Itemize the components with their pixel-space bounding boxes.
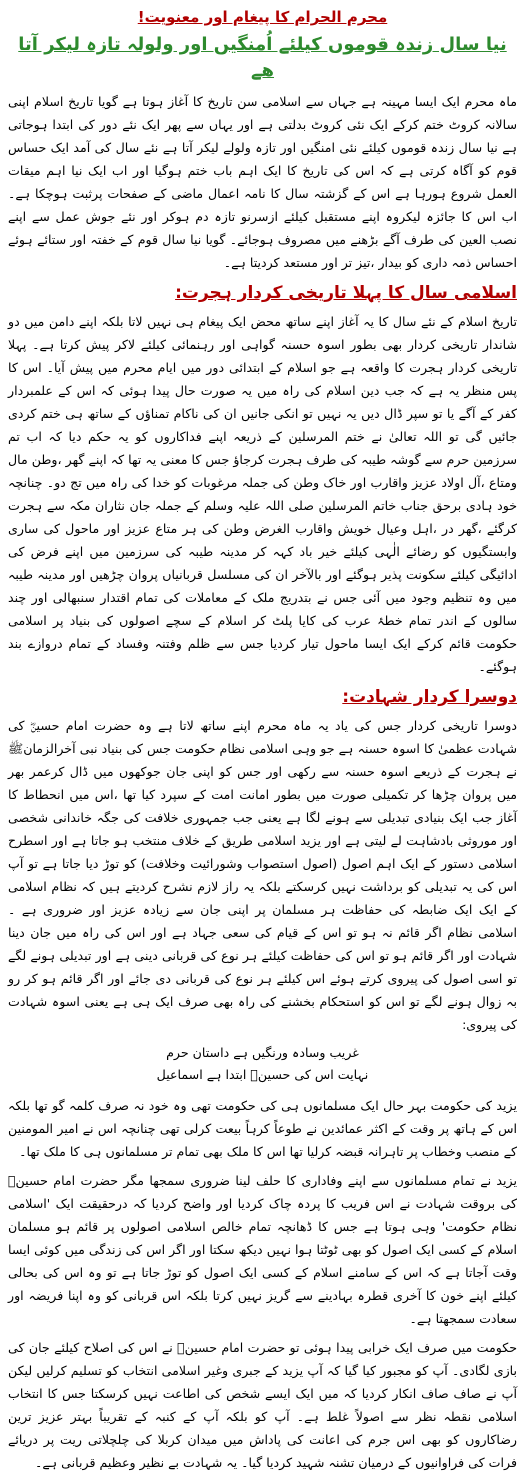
section-paragraph-shahadat-1: دوسرا تاریخی کردار جس کی یاد یہ ماہ محرم اپنے ساتھ لاتا ہے وہ حضرت امام حسینؓ کی شہادت عظمیٰ کا اسوہ حسنہ ہے جو وہی اسلامی نظام حکومت جس کی بنیاد نبی آخرالزمانﷺ نے ہجرت کے ذریعے اسوہ حسنہ سے رکھی اور جس کو اپنی جان جوکھوں میں ڈال کرعمر بھر میں پروان چڑھا کر تکمیلی صورت میں بطور امانت امت کے سپرد کیا تھا ،اس میں انحطاط کا آغاز جب ایک بنیادی تبدیلی سے ہونے لگا ہے یعنی جب جمہوری خلافت کی جگہ خاندانی شخصی اور موروثی بادشاہت لے لیتی ہے اور یزید اسلامی طریق کے خلاف منتخب ہو جاتا ہے اور اسطرح اسلامی دستور کے ایک اہم اصول (اصول استصواب وشورائیت وخلافت) کو توڑ دیا جاتا ہے تو آپ اس کی یہ تبدیلی کو برداشت نہیں کرسکتے بلکہ یہ راز لازم نشرح کردیتے ہیں کہ نظام اسلامی کے ایک ایک ضابطہ کی حفاظت ہر مسلمان پر اپنی جان سے زیادہ عزیز اور ضروری ہے ۔ اسلامی نظام اگر قائم نہ ہو تو اس کے قیام کی سعی جہاد ہے اور اس کی راہ میں جان دینا شہادت اور اگر قائم ہو تو اس کی حفاظت کیلئے ہر نوع کی قربانی دینی ہے اور تبدیلی ہونے لگے تو اسی اصول کی پیروی کرتے ہوئے اس کیلئے ہر نوع کی قربانی دی جائے اور اگر قائم ہو کر رو بہ زوال ہونے لگے تو اس کو استحکام بخشنے کی راہ بھی صرف ایک ہی ہے یعنی اسوہ شہادت کی پیروی: <box>8 718 517 1032</box>
section-heading-hijrat: اسلامی سال کا پہلا تاریخی کردار ہجرت: <box>175 283 517 303</box>
couplet-line-2: نہایت اس کی حسینؓ ابتدا ہے اسماعیل <box>156 1067 369 1082</box>
section-paragraph-shahadat-3: یزید نے تمام مسلمانوں سے اپنے وفاداری کا حلف لینا ضروری سمجھا مگر حضرت امام حسینؓ کی بروقت شہادت نے اس فریب کا پردہ چاک کردیا اور واضح کردیا کہ درحقیقت ایک 'اسلامی نظام حکومت' وہی ہوتا ہے جس کا ڈھانچہ تمام خالص اسلامی اصولوں پر قائم ہو مسلمان اسلام کے کسی ایک اصول کو بھی ٹوٹتا ہوا نہیں دیکھ سکتا اور اگر اس کی زندگی میں کوئی ایسا وقت آجاتا ہے کہ اس کے سامنے اسلام کے کسی ایک اصول کو توڑ جاتا ہے تو وہ اس کی بحالی کیلئے اپنے خون کا آخری قطرہ بہادینے سے گریز نہیں کرتا بلکہ اس قربانی کو وہ اپنا فریضہ اور سعادت سمجھتا ہے۔ <box>8 1173 517 1326</box>
section-paragraph-shahadat-2: یزید کی حکومت بہر حال ایک مسلمانوں ہی کی حکومت تھی وہ خود نہ صرف کلمہ گو تھا بلکہ اس کے ہاتھ پر وقت کے اکثر عمائدین نے طوعاً کرہاً بیعت کرلی تھی چنانچہ اس نے امیر المومنین کے منصب وخطاب پر تاہرانہ قبضہ کرلیا تھا اس کا ملک بھی تمام تر مسلمانوں ہی کا ملک تھا۔ <box>8 1098 517 1159</box>
article-title: نیا سال زندہ قوموں کیلئے اُمنگیں اور ولولہ تازہ لیکر آتا ھے <box>18 34 507 81</box>
article-kicker: محرم الحرام کا پیغام اور معنویت! <box>137 8 388 26</box>
section-paragraph-shahadat-4: حکومت میں صرف ایک خرابی پیدا ہوئی تو حضرت امام حسینؓ نے اس کی اصلاح کیلئے جان کی بازی لگادی۔ آپ کو مجبور کیا گیا کہ آپ یزید کے جبری وغیر اسلامی انتخاب کو تسلیم کرلیں لیکن آپ نے صاف صاف انکار کردیا کہ میں ایک ایسے شخص کی اطاعت نہیں کرسکتا جس کا انتخاب اسلامی نقطہ نظر سے اصولاً غلط ہے۔ آپ کو بلکہ آپ کے کنبہ کے تقریباً بہتر عزیز ترین رضاکاروں کو بھی اس جرم کی اعانت کی پاداش میں میدان کربلا کی چلچلاتی ریت پر دریائے فرات کی فراوانیوں کے درمیان تشنہ شہید کردیا گیا۔ یہ شہادت بے نظیر وعظیم قربانی ہے۔ <box>8 1340 517 1470</box>
section-paragraph-hijrat: تاریخ اسلام کے نئے سال کا یہ آغاز اپنے ساتھ محض ایک پیغام ہی نہیں لاتا بلکہ اپنے دامن میں دو شاندار تاریخی کردار بھی بطور اسوہ حسنہ گواہی اور رہنمائی کیلئے لاکر پیش کرتا ہے۔ پہلا تاریخی کردار ہجرت کا واقعہ ہے جو اسلام کے ابتدائی دور میں ایام محرم میں پیش آیا۔ اس کا پس منظر یہ ہے کہ جب دین اسلام کی راہ میں یہ صورت حال پیدا ہوئی کہ اس کے علمبردار کفر کے آگے یا تو سپر ڈال دیں یہ نہیں تو انکی جانیں ان کی ناکام تمناؤں کے ساتھ ہی ختم کردی جائیں گی تو اللہ تعالیٰ نے ختم المرسلین کے ذریعہ اپنے فداکاروں کو یہ حکم دیا کہ اب تم سرزمین حرم سے گوشہ طیبہ کی طرف ہجرت کرجاؤ جس کا معنی یہ تھا کہ اپنے گھر ،وطن مال ومتاع ،آل اولاد عزیز واقارب اور خاک وطن کی جملہ مرغوبات کو خدا کی راہ میں تج دو۔ چنانچہ خود ہادی برحق جناب خاتم المرسلین صلی اللہ علیہ وسلم کے جملہ جان نثاران مکہ سے ہجرت کرگئے ،گھر در ،اہل وعیال خویش واقارب الغرض وطن کی ہر متاع عزیز اور ماحول کی ساری وابستگیوں کو رضائے الٰہی کیلئے خیر باد کہہ کر مدینہ طیبہ کی سرزمین میں اپنے فرض کی ادائیگی کیلئے سکونت پذیر ہوگئے اور بالآخر ان کی مسلسل قربانیاں پروان چڑھیں اور مدینہ طیبہ میں وہ تنظیم وجود میں آئی جس نے بتدریج ملک کے معاملات کی تمام اقتدار سنبھالی اور چند سالوں کے اندر تمام خطۂ عرب کی کایا پلٹ کر اسلام کے سچے اصولوں کی بنیاد پر اسلامی حکومت قائم کرکے ایک ایسا ماحول تیار کردیا جس سے ظلم وفتنہ وفساد کے تمام دروازے بند ہوگئے۔ <box>8 314 517 674</box>
couplet-line-1: غریب وسادہ ورنگیں ہے داستان حرم <box>166 1045 359 1060</box>
intro-paragraph: ماہ محرم ایک ایسا مہینہ ہے جہاں سے اسلامی سن تاریخ کا آغاز ہوتا ہے گویا تاریخ اسلام اپنی سالانہ کروٹ ختم کرکے ایک نئی کروٹ بدلتی ہے اور یہاں سے پھر ایک نئے دور کی ابتدا ہوجاتی ہے نیا سال زندہ قوموں کیلئے نئی امنگیں اور تازہ ولولے لیکر آتا ہے نئے سال کی آمد ایک حساس قوم کو آگاہ کرتی ہے کہ اس کی تاریخ کا ایک اہم باب ختم ہوگیا اور اب ایک نیا اہم میقات العمل شروع ہورہا ہے اس کے گزشتہ سال کا نامہ اعمال ماضی کے صفحات پرثبت ہوچکا ہے۔ اب اس کا جائزہ لیکروہ اپنے مستقبل کیلئے ازسرنو تازہ دم ہوکر اور نئے جوش عمل سے اپنے نصب العین کی طرف آگے بڑھنے میں مصروف ہوجائے۔ گویا نیا سال قوم کے خفتہ اور ستائے ہوئے احساس ذمہ داری کو بیدار ،تیز تر اور مستعد کردیتا ہے۔ <box>8 94 517 270</box>
poetry-couplet <box>8 1042 517 1086</box>
section-heading-shahadat: دوسرا کردار شہادت: <box>342 687 517 707</box>
